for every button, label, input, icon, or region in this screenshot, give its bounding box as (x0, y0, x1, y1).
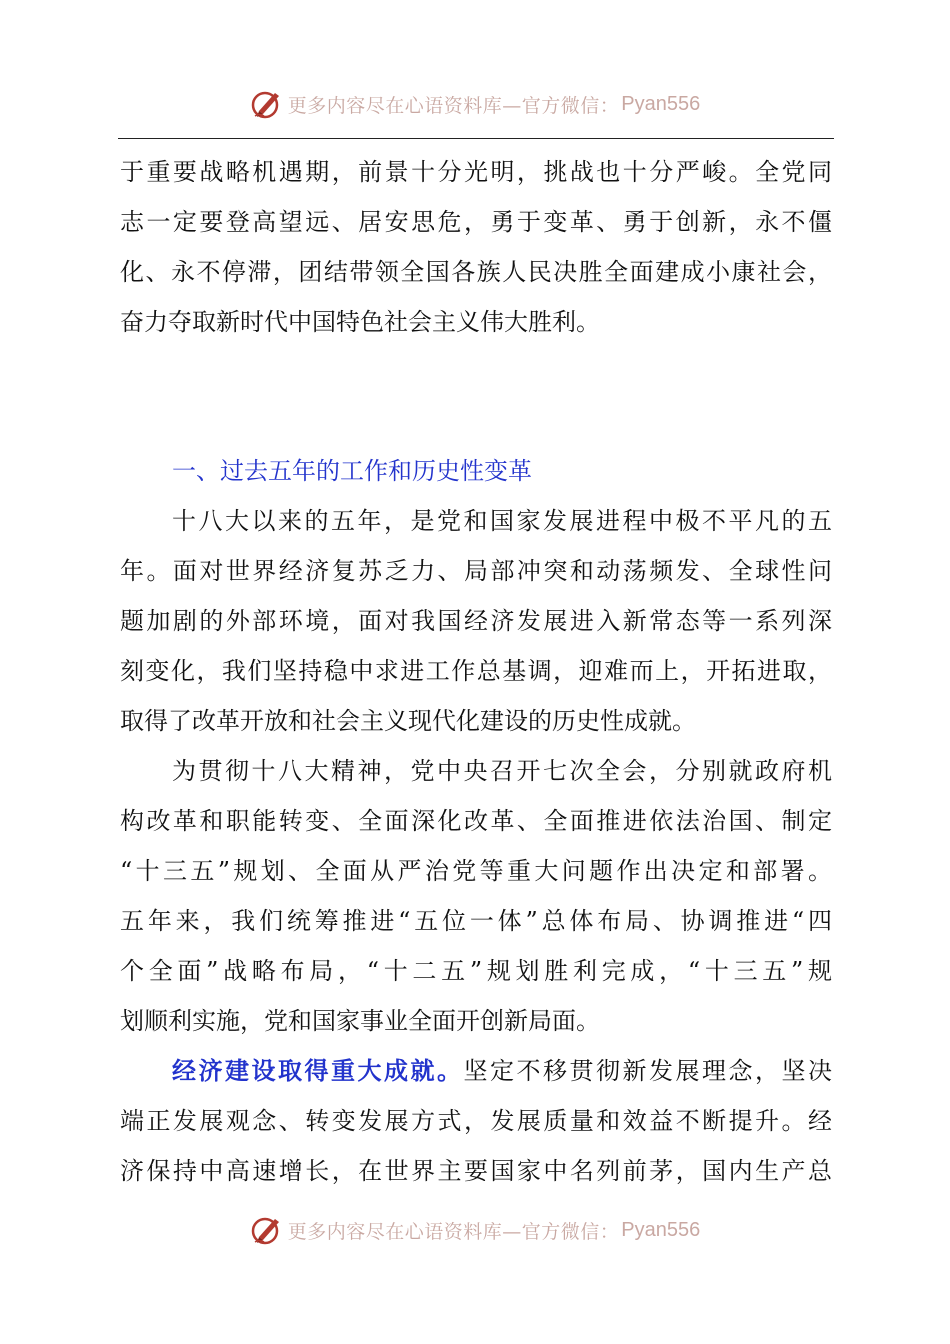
header-banner (0, 84, 950, 124)
text-line: 个全面”战略布局，“十二五”规划胜利完成，“十三五”规 (120, 957, 832, 985)
text-line: 取得了改革开放和社会主义现代化建设的历史性成就。 (120, 707, 696, 735)
text-line: 为贯彻十八大精神，党中央召开七次全会，分别就政府机 (172, 757, 832, 785)
text-line: 于重要战略机遇期，前景十分光明，挑战也十分严峻。全党同 (120, 158, 832, 186)
text-line: 刻变化，我们坚持稳中求进工作总基调，迎难而上，开拓进取， (120, 657, 832, 685)
text-line: 构改革和职能转变、全面深化改革、全面推进依法治国、制定 (120, 807, 832, 835)
text-line: 端正发展观念、转变发展方式，发展质量和效益不断提升。经 (120, 1107, 832, 1135)
text-line: 奋力夺取新时代中国特色社会主义伟大胜利。 (120, 308, 600, 336)
text-line: 志一定要登高望远、居安思危，勇于变革、勇于创新，永不僵 (120, 208, 832, 236)
footer-banner-id: Pyan556 (621, 1218, 701, 1241)
text-line: 题加剧的外部环境，面对我国经济发展进入新常态等一系列深 (120, 607, 832, 635)
paragraph-lead: 经济建设取得重大成就。 (172, 1056, 464, 1085)
section-gap (120, 347, 832, 446)
header-banner-id: Pyan556 (621, 92, 701, 115)
header-banner-text: 更多内容尽在心语资料库—官方微信： (287, 94, 620, 117)
text-line (120, 1046, 832, 1096)
paragraph-4 (120, 1046, 832, 1196)
document-body (120, 147, 832, 1196)
paragraph-1 (120, 147, 832, 347)
footer-banner-text: 更多内容尽在心语资料库—官方微信： (287, 1220, 620, 1243)
paragraph-2 (120, 496, 832, 746)
text-line: 十八大以来的五年，是党和国家发展进程中极不平凡的五 (172, 507, 832, 535)
pen-logo-icon (250, 1213, 284, 1247)
footer-banner (0, 1210, 950, 1250)
text-line: 济保持中高速增长，在世界主要国家中名列前茅，国内生产总 (120, 1157, 832, 1185)
text-line: 划顺利实施，党和国家事业全面开创新局面。 (120, 1007, 600, 1035)
header-rule (118, 138, 834, 139)
text-line: “十三五”规划、全面从严治党等重大问题作出决定和部署。 (120, 857, 832, 885)
section-heading: 一、过去五年的工作和历史性变革 (172, 457, 532, 485)
text-line: 年。面对世界经济复苏乏力、局部冲突和动荡频发、全球性问 (120, 557, 832, 585)
text-line: 化、永不停滞，团结带领全国各族人民决胜全面建成小康社会， (120, 258, 832, 286)
paragraph-lead-rest: 坚定不移贯彻新发展理念，坚决 (463, 1057, 832, 1085)
pen-logo-icon (250, 87, 284, 121)
paragraph-3 (120, 746, 832, 1046)
text-line: 五年来，我们统筹推进“五位一体”总体布局、协调推进“四 (120, 907, 832, 935)
